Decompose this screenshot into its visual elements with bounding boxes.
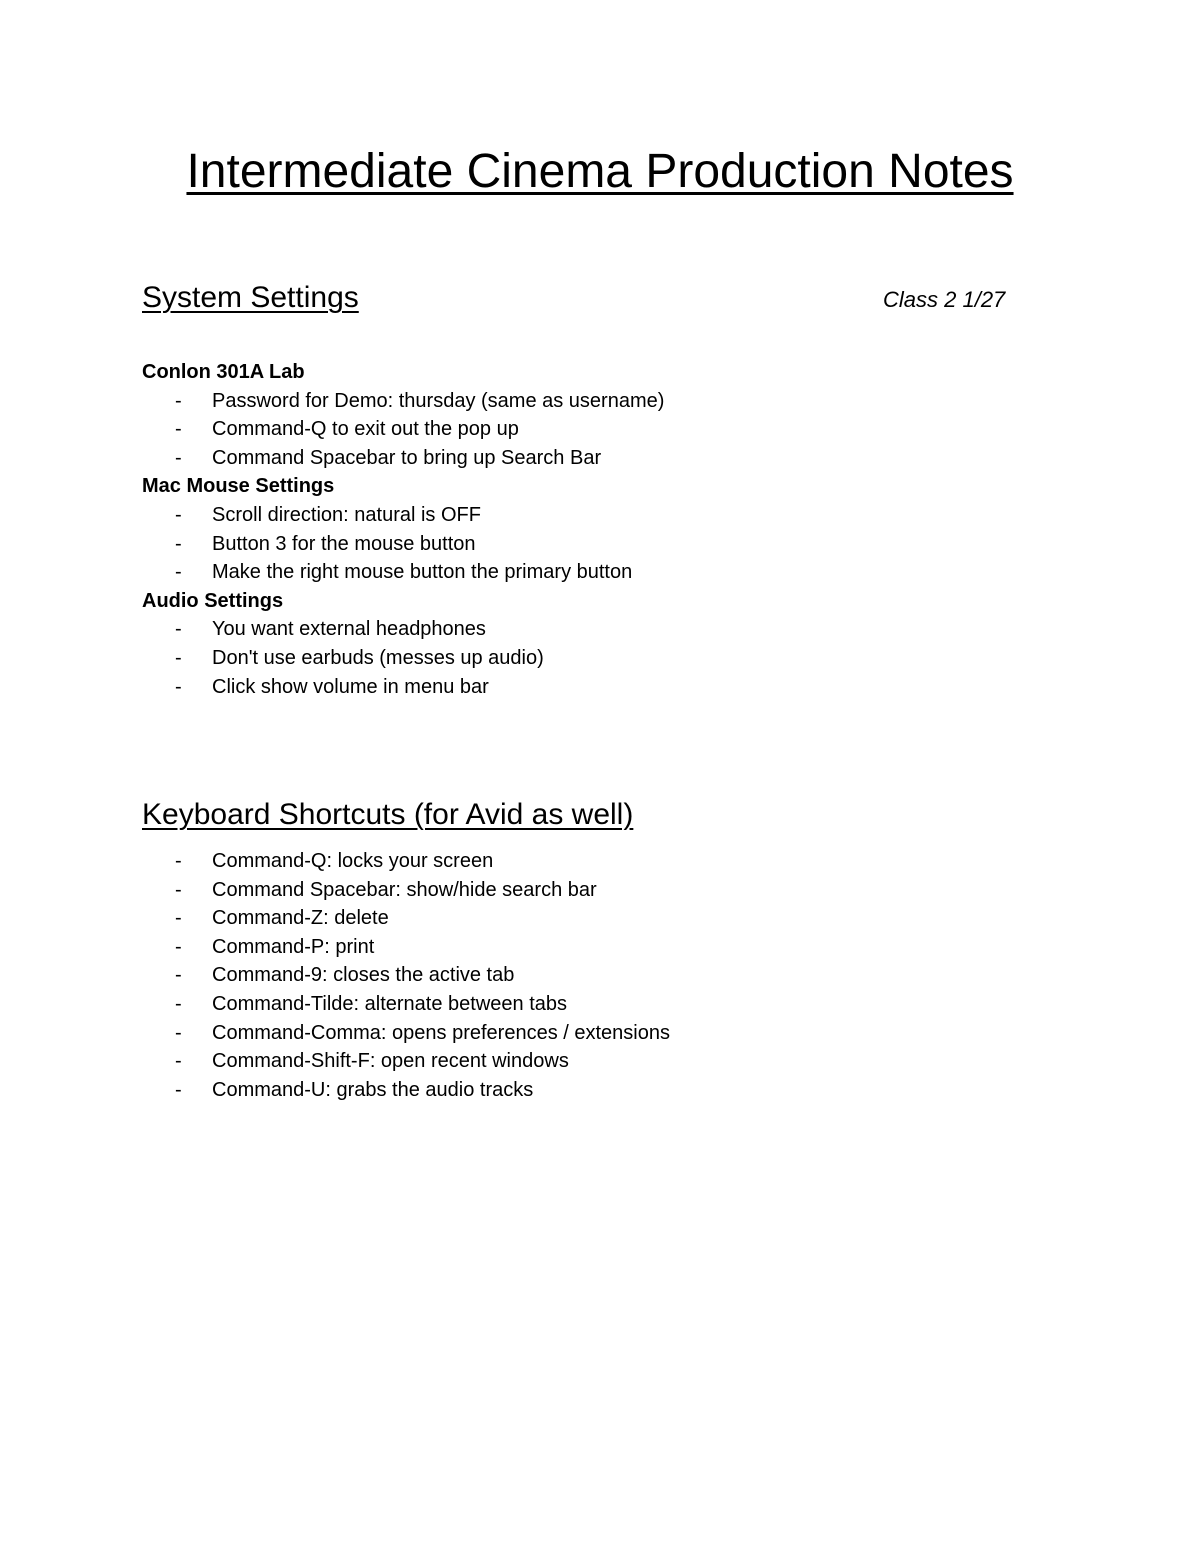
mac-mouse-settings-list	[142, 501, 1042, 587]
list-item: - Command-Shift-F: open recent windows	[142, 1047, 1042, 1076]
bullet-dash: -	[175, 646, 182, 669]
keyboard-shortcuts-list	[142, 847, 1042, 1104]
list-item: - Button 3 for the mouse button	[142, 530, 1042, 559]
bullet-dash: -	[175, 675, 182, 698]
list-item: - Command-Comma: opens preferences / extensions	[142, 1019, 1042, 1048]
keyboard-shortcuts-content	[142, 847, 1042, 1104]
page-title: Intermediate Cinema Production Notes	[186, 145, 1014, 198]
bullet-dash: -	[175, 878, 182, 901]
bullet-dash: -	[175, 389, 182, 412]
bullet-dash: -	[175, 850, 182, 872]
bullet-dash: -	[175, 935, 182, 958]
class-date-note: Class 2 1/27	[883, 287, 1006, 312]
list-item: - Command-Q to exit out the pop up	[142, 415, 1042, 444]
list-item: - Command Spacebar to bring up Search Bar	[142, 444, 1042, 473]
section-heading-keyboard-shortcuts: Keyboard Shortcuts (for Avid as well)	[142, 798, 634, 831]
list-item: - Make the right mouse button the primary button	[142, 558, 1042, 587]
bullet-dash: -	[175, 532, 182, 555]
bullet-dash: -	[175, 1021, 182, 1044]
list-item: - Command-P: print	[142, 933, 1042, 962]
list-item: - Don't use earbuds (messes up audio)	[142, 644, 1042, 673]
bullet-dash: -	[175, 964, 182, 987]
bullet-dash: -	[175, 618, 182, 641]
bullet-dash: -	[175, 1078, 182, 1101]
bullet-dash: -	[175, 1050, 182, 1073]
list-item: - Command-9: closes the active tab	[142, 961, 1042, 990]
section-heading-system-settings: System Settings	[142, 281, 359, 314]
subheading-conlon-lab: Conlon 301A Lab	[142, 361, 305, 383]
list-item: - Command Spacebar: show/hide search bar	[142, 876, 1042, 905]
list-item: - You want external headphones	[142, 615, 1042, 644]
bullet-dash: -	[175, 907, 182, 930]
list-item: - Command-Z: delete	[142, 904, 1042, 933]
list-item: - Password for Demo: thursday (same as username)	[142, 387, 1042, 416]
audio-settings-list	[142, 615, 1042, 701]
subheading-mac-mouse-settings: Mac Mouse Settings	[142, 475, 335, 498]
bullet-dash: -	[175, 446, 182, 469]
conlon-lab-list	[142, 387, 1042, 473]
list-item: - Command-Tilde: alternate between tabs	[142, 990, 1042, 1019]
bullet-dash: -	[175, 561, 182, 584]
bullet-dash: -	[175, 418, 182, 441]
bullet-dash: -	[175, 992, 182, 1015]
list-item: - Scroll direction: natural is OFF	[142, 501, 1042, 530]
list-item: - Click show volume in menu bar	[142, 673, 1042, 702]
bullet-dash: -	[175, 503, 182, 526]
subheading-audio-settings: Audio Settings	[142, 589, 284, 612]
list-item: - Command-Q: locks your screen	[142, 847, 1042, 876]
system-settings-content	[142, 358, 1042, 701]
list-item: - Command-U: grabs the audio tracks	[142, 1076, 1042, 1105]
